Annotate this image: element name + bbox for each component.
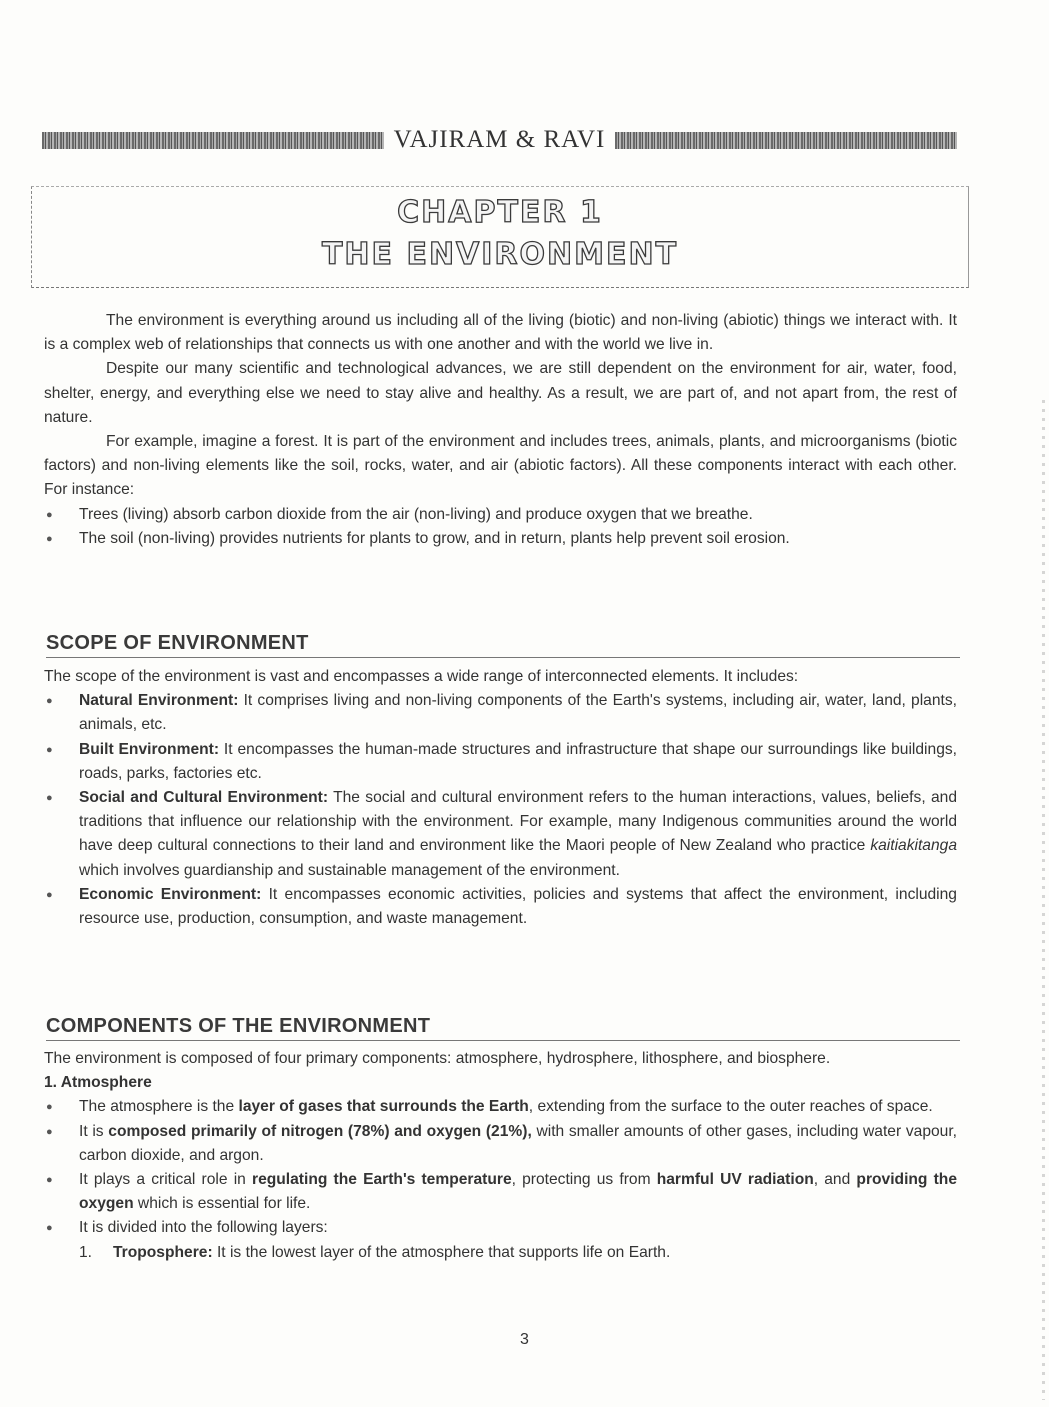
list-item: ● The soil (non-living) provides nutrients for plants to grow, and in return, plants help prevent soil erosion.	[44, 527, 957, 551]
bullet-icon: ●	[46, 792, 53, 805]
bullet-icon: ●	[46, 695, 53, 708]
scan-edge-marks	[1042, 400, 1045, 1400]
scope-section	[44, 665, 957, 931]
list-item: ● Trees (living) absorb carbon dioxide from the air (non-living) and produce oxygen that we breathe.	[44, 503, 957, 527]
components-intro: The environment is composed of four primary components: atmosphere, hydrosphere, lithosphere, and biosphere.	[44, 1050, 831, 1067]
bullet-icon: ●	[46, 743, 53, 756]
list-item: ● It plays a critical role in regulating the Earth's temperature, protecting us from harmful UV radiation, and providing the oxygen which is essential for life.	[44, 1168, 957, 1216]
list-item: ● It is divided into the following layers: 1. Troposphere: It is the lowest layer of the atmosphere that supports life on Earth.	[44, 1216, 957, 1264]
banner-left-bar	[42, 132, 384, 149]
bullet-icon: ●	[46, 1101, 53, 1114]
banner-right-bar	[615, 132, 957, 149]
chapter-title: THE ENVIRONMENT	[321, 237, 679, 272]
chapter-title-box	[31, 186, 969, 288]
scope-list	[44, 689, 957, 931]
atmosphere-subheading: 1. Atmosphere	[44, 1074, 152, 1092]
components-section	[44, 1047, 957, 1265]
page-number: 3	[520, 1331, 529, 1348]
atmosphere-list	[44, 1095, 957, 1264]
chapter-number: CHAPTER 1	[397, 195, 603, 230]
scope-intro: The scope of the environment is vast and encompasses a wide range of interconnected elements. It includes:	[44, 668, 799, 685]
list-item: ● The atmosphere is the layer of gases that surrounds the Earth, extending from the surface to the outer reaches of space.	[44, 1095, 957, 1119]
banner-title: VAJIRAM & RAVI	[393, 126, 606, 153]
bullet-icon: ●	[46, 888, 53, 901]
list-item: 1. Troposphere: It is the lowest layer of the atmosphere that supports life on Earth.	[79, 1243, 671, 1261]
scope-heading: SCOPE OF ENVIRONMENT	[46, 632, 960, 658]
bullet-icon: ●	[46, 1222, 53, 1235]
list-item: ● Economic Environment: It encompasses economic activities, policies and systems that affect the environment, including resource use, production, consumption, and waste management.	[44, 883, 957, 931]
bullet-icon: ●	[46, 508, 53, 521]
intro-paragraph-1: The environment is everything around us including all of the living (biotic) and non-living (abiotic) things we interact with. It is a complex web of relationships that connects us with one another and with the world we live in.	[44, 312, 957, 354]
bullet-icon: ●	[46, 532, 53, 545]
header-banner	[42, 126, 957, 154]
intro-paragraph-2: Despite our many scientific and technological advances, we are still dependent on the environment for air, water, food, shelter, energy, and everything else we need to stay alive and healthy. As a result, we are part of, and not apart from, the rest of nature.	[44, 360, 957, 426]
intro-section	[44, 309, 957, 551]
intro-paragraph-3: For example, imagine a forest. It is part of the environment and includes trees, animals, plants, and microorganisms (biotic factors) and non-living elements like the soil, rocks, water, and air (abiotic factors). All these components interact with each other. For instance:	[44, 433, 957, 499]
list-item: ● Built Environment: It encompasses the human-made structures and infrastructure that shape our surroundings like buildings, roads, parks, factories etc.	[44, 738, 957, 786]
bullet-icon: ●	[46, 1125, 53, 1138]
bullet-icon: ●	[46, 1174, 53, 1187]
list-item: ● Natural Environment: It comprises living and non-living components of the Earth's systems, including air, water, land, plants, animals, etc.	[44, 689, 957, 737]
components-heading: COMPONENTS OF THE ENVIRONMENT	[46, 1015, 960, 1041]
list-item: ● It is composed primarily of nitrogen (78%) and oxygen (21%), with smaller amounts of other gases, including water vapour, carbon dioxide, and argon.	[44, 1120, 957, 1168]
list-item: ● Social and Cultural Environment: The social and cultural environment refers to the human interactions, values, beliefs, and traditions that influence our relationship with the environment. For example, many Indigenous communities around the world have deep cultural connections to their land and environment like the Maori people of New Zealand who practice kaitiakitanga which involves guardianship and sustainable management of the environment.	[44, 786, 957, 883]
layers-list	[79, 1241, 957, 1265]
intro-bullets	[44, 503, 957, 551]
